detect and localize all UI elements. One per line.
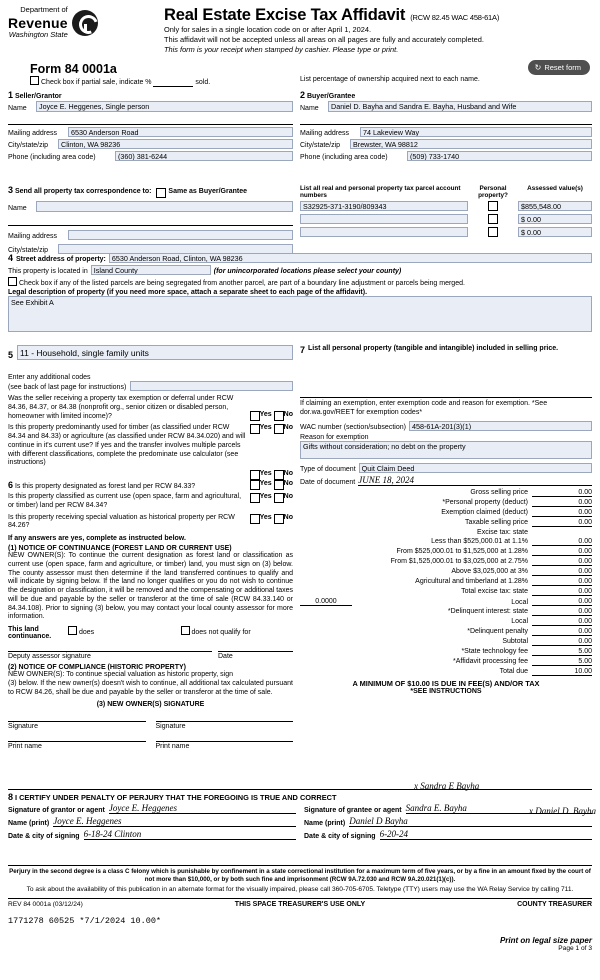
footer (8, 865, 592, 952)
section-7-number: 7 (300, 345, 306, 355)
local-rate-input[interactable]: 0.0000 (300, 598, 352, 606)
section-8-title: I CERTIFY UNDER PENALTY OF PERJURY THAT THE FOREGOING IS TRUE AND CORRECT (14, 793, 337, 802)
page-title-text: Real Estate Excise Tax Affidavit (164, 6, 406, 24)
buyer-citystatezip-input[interactable]: Brewster, WA 98812 (350, 139, 592, 149)
calc-label-8: Above $3,025,000 at 3% (451, 567, 528, 575)
buyer-citystatezip-label: City/state/zip (300, 142, 341, 149)
header-sub-3: This form is your receipt when stamped by cashier. Please type or print. (164, 44, 399, 54)
reason-for-exemption-input[interactable]: Gifts without consideration; no debt on the property (300, 441, 592, 459)
personal-property-checkbox-3[interactable] (488, 227, 498, 237)
subtotal-value[interactable]: 0.00 (532, 638, 592, 646)
section-7-title: List all personal property (tangible and intangible) included in selling price. (308, 345, 559, 352)
parcel-number-input-2[interactable] (300, 214, 468, 224)
s6-q2-yes-checkbox[interactable] (250, 493, 260, 503)
section-1-number: 1 (8, 90, 14, 100)
section-6-q3: Is this property receiving special valuation as historical property per RCW 84.26? (8, 513, 235, 530)
personal-property-checkbox-1[interactable] (488, 201, 498, 211)
delinquent-interest-value[interactable]: 0.00 (532, 608, 592, 616)
grantee-signature-label: Signature of grantee or agent (304, 807, 402, 814)
calc-label-1: *Personal property (deduct) (442, 498, 528, 506)
treasurer-stamp: 1771278 60525 *7/1/2024 10.00* (8, 915, 162, 926)
partial-sale-label: Check box if partial sale, indicate % (41, 79, 152, 86)
personal-col-header: Personal property? (478, 185, 508, 200)
seller-phone-input[interactable]: (360) 381-6244 (115, 151, 293, 161)
treasurer-use-label: THIS SPACE TREASURER'S USE ONLY (234, 900, 366, 908)
parcel-row-2 (300, 214, 592, 224)
buyer-phone-input[interactable]: (509) 733-1740 (407, 151, 592, 161)
rev-number: REV 84 0001a (03/12/24) (8, 900, 83, 908)
grantee-signature-overflow-1: x Sandra E Bayha (414, 781, 480, 791)
new-owner-print-name-1[interactable]: Print name (8, 741, 146, 750)
delinquent-interest-local-value[interactable]: 0.00 (532, 618, 592, 626)
calc-value-8[interactable]: 0.00 (532, 568, 592, 576)
document-date-input[interactable]: JUNE 18, 2024 (358, 475, 592, 486)
partial-sale-checkbox[interactable] (30, 76, 39, 85)
delinquent-interest-local-label: Local (511, 617, 528, 625)
calc-label-5: Less than $525,000.01 at 1.1% (431, 537, 528, 545)
assessed-col-header: Assessed value(s) (527, 185, 583, 192)
assessed-value-input-1[interactable]: $855,548.00 (518, 201, 592, 211)
notice-2-body: (3) below. If the new owner(s) doesn't wish to continue, all additional tax calculated pursuant to RCW 84.26, shall be due and payable by the seller or transferor at the time of sale. (8, 679, 293, 696)
exemption-instructions: If claiming an exemption, enter exemption code and reason for exemption. *See dor.wa.gov/REET for exemption codes* (300, 397, 592, 418)
form-number: Form 84 0001a (30, 62, 117, 76)
calc-label-7: From $1,525,000.01 to $3,025,000 at 2.75% (390, 557, 528, 565)
section-6-designations (8, 480, 293, 750)
s6-q2-no-checkbox[interactable] (274, 493, 284, 503)
calc-value-3[interactable]: 0.00 (532, 519, 592, 527)
sold-label: sold. (195, 79, 211, 86)
buyer-name-input[interactable]: Daniel D. Bayha and Sandra E. Bayha, Husband and Wife (328, 101, 592, 112)
pct-ownership-note: List percentage of ownership acquired next to each name. (300, 76, 480, 83)
parcel-number-input-3[interactable] (300, 227, 468, 237)
personal-property-checkbox-2[interactable] (488, 214, 498, 224)
s6-q2-no-label: No (283, 493, 293, 500)
buyer-mailing-label: Mailing address (300, 130, 350, 137)
see-instructions-note: *SEE INSTRUCTIONS (410, 687, 482, 695)
new-owner-signature-2[interactable]: Signature (156, 721, 294, 730)
grantee-name-value[interactable]: Daniel D Bayha (349, 816, 592, 827)
section-4-street-address (8, 253, 592, 332)
section-6-q2: Is this property classified as current use (open space, farm and agricultural, or timber) land per RCW 84.34? (8, 493, 242, 509)
does-not-qualify-checkbox[interactable] (181, 626, 190, 635)
calc-label-3: Taxable selling price (464, 518, 528, 526)
s6-q3-yes-label: Yes (259, 513, 272, 521)
s6-q1-no-checkbox[interactable] (274, 480, 284, 490)
subtotal-label: Subtotal (502, 637, 528, 645)
s6-q3-yes-checkbox[interactable] (250, 514, 260, 524)
q2b-no-checkbox[interactable] (274, 470, 284, 480)
notice-1-title: (1) NOTICE OF CONTINUANCE (FOREST LAND OR CURRENT USE) (8, 545, 232, 552)
section-4-number: 4 (8, 253, 14, 263)
total-due-label: Total due (499, 667, 528, 675)
s6-q3-no-label: No (283, 513, 293, 521)
calc-label-6: From $525,000.01 to $1,525,000 at 1.28% (396, 547, 528, 555)
does-qualify-label: does (79, 629, 95, 636)
located-in-label: This property is located in (8, 268, 88, 275)
agency-logo (8, 6, 158, 39)
seller-mailing-label: Mailing address (8, 130, 58, 137)
grantor-signature-label: Signature of grantor or agent (8, 807, 105, 814)
q2-no-label: No (283, 424, 293, 432)
reset-form-label: Reset form (544, 63, 581, 72)
section-1-seller-grantor (8, 90, 293, 161)
calc-value-9[interactable]: 0.00 (532, 578, 592, 586)
section-5-q1: Was the seller receiving a property tax exemption or deferral under RCW 84.36, 84.37, or 84.38 (nonprofit org., senior citizen or disabled person, homeowner with limited income)? (8, 395, 234, 420)
dept-line-3: Washington State (8, 29, 68, 39)
ada-note: To ask about the availability of this publication in an alternate format for the visually impaired, please call 360-705-6705. Teletype (TTY) users may use the WA Relay Service by calling 711. (26, 886, 574, 894)
use-code-input[interactable]: 11 - Household, single family units (17, 345, 293, 360)
notice-2-title: (2) NOTICE OF COMPLIANCE (HISTORIC PROPERTY) (8, 664, 186, 671)
grantor-date-value[interactable]: 6-18-24 Clinton (84, 829, 296, 840)
calc-value-2[interactable]: 0.00 (532, 509, 592, 517)
form-header (8, 6, 592, 55)
perjury-note: Perjury in the second degree is a class C felony which is punishable by confinement in a state correctional institution for a maximum term of five years, or by a fine in an amount fixed by the court of not more than $10,000, or by both such fine and imprisonment (RCW 9A.72.030 and RCW 9A.20.021(1)(c)). (9, 868, 591, 884)
partial-sale-row (30, 76, 310, 87)
q1-no-checkbox[interactable] (274, 411, 284, 421)
q2b-no-label: No (283, 470, 293, 477)
refresh-icon: ↻ (534, 63, 542, 72)
grantee-date-label: Date & city of signing (304, 833, 376, 840)
located-note: (for unincorporated locations please select your county) (213, 268, 402, 275)
legal-description-input[interactable]: See Exhibit A (8, 296, 592, 332)
continuance-label: continuance. (8, 633, 52, 640)
new-owner-print-name-2[interactable]: Print name (156, 741, 294, 750)
calc-value-10[interactable]: 0.00 (532, 588, 592, 596)
q1-no-label: No (283, 411, 293, 419)
minimum-due-note: A MINIMUM OF $10.00 IS DUE IN FEE(S) AND/OR TAX (352, 678, 540, 688)
segregated-label: Check box if any of the listed parcels are being segregated from another parcel, are part of a boundary line adjustment or parcels being merged. (19, 280, 465, 287)
seller-name-input[interactable]: Joyce E. Heggenes, Single person (36, 101, 293, 112)
calc-label-9: Agricultural and timberland at 1.28% (415, 577, 528, 585)
seller-name-label: Name (8, 105, 27, 112)
grantor-name-value[interactable]: Joyce E. Heggenes (53, 816, 296, 827)
q2-yes-checkbox[interactable] (250, 424, 260, 434)
section-5-land-use (8, 345, 293, 480)
parcel-row-1 (300, 201, 592, 211)
this-land-label: This land (8, 626, 39, 633)
reset-form-button[interactable] (528, 60, 590, 75)
total-due-value[interactable]: 10.00 (532, 668, 592, 676)
notice-2-lead: NEW OWNER(S): To continue special valuation as historic property, sign (8, 671, 233, 678)
parcel-table (300, 185, 592, 237)
s6-q1-yes-label: Yes (259, 480, 272, 487)
calc-label-4: Excise tax: state (477, 528, 528, 536)
revenue-swirl-icon (72, 10, 98, 36)
corr-citystatezip-label: City/state/zip (8, 247, 49, 254)
section-5-q2: Is this property predominantly used for timber (as classified under RCW 84.34 and 84.33) or agriculture (as classified under RCW 84.34.020) and will continue in it's current use? If yes and the transfer involves multiple parcels with different classifications, complete the predominate use calculator (see instructions) (8, 424, 246, 467)
street-address-input[interactable]: 6530 Anderson Road, Clinton, WA 98236 (109, 253, 592, 263)
s6-q1-yes-checkbox[interactable] (250, 480, 260, 490)
corr-mailing-input[interactable] (68, 230, 293, 240)
corr-name-input[interactable] (36, 201, 293, 212)
assessed-value-input-3[interactable]: $ 0.00 (518, 227, 592, 237)
s6-q3-no-checkbox[interactable] (274, 514, 284, 524)
corr-name-label: Name (8, 205, 27, 212)
notice-1-body: NEW OWNER(S): To continue the current designation as forest land or classification as current use (open space, farm and agriculture, or timber) land, you must sign on (3) below. The county assessor must then determine if the land transferred continues to qualify and will indicate by signing below. If the land no longer qualifies or you do not wish to continue the designation or classification, it will be removed and the compensating or additional taxes will be due and payable by the seller or transferor at the time of sale (RCW 84.33.140 or 84.34.108). Prior to signing (3) below, you may contact your local county assessor for more information. (8, 552, 293, 621)
new-owner-signature-title: (3) NEW OWNER(S) SIGNATURE (96, 701, 205, 709)
wac-number-label: WAC number (section/subsection) (300, 423, 406, 431)
section-6-number: 6 (8, 480, 14, 490)
section-1-title: Seller/Grantor (14, 93, 62, 100)
tech-fee-value[interactable]: 5.00 (532, 648, 592, 656)
section-4-title: Street address of property: (16, 256, 106, 263)
grantee-signature-value[interactable]: Sandra E. Bayha (406, 803, 592, 814)
section-7-personal-property (300, 345, 592, 695)
calc-label-10: Total excise tax: state (461, 587, 528, 595)
same-as-buyer-label: Same as Buyer/Grantee (168, 188, 248, 195)
document-type-label: Type of document (300, 465, 356, 473)
tech-fee-label: *State technology fee (461, 647, 528, 655)
seller-citystatezip-input[interactable]: Clinton, WA 98236 (58, 139, 293, 149)
delinquent-penalty-value[interactable]: 0.00 (532, 628, 592, 636)
does-not-qualify-label: does not qualify for (191, 629, 251, 636)
section-3-number: 3 (8, 185, 14, 195)
page-number: Page 1 of 3 (558, 944, 592, 952)
additional-codes-note: (see back of last page for instructions) (8, 384, 127, 391)
county-treasurer-label: COUNTY TREASURER (517, 900, 593, 908)
calc-value-6[interactable]: 0.00 (532, 548, 592, 556)
buyer-phone-label: Phone (including area code) (300, 154, 388, 161)
header-sub-1: Only for sales in a single location code on or after April 1, 2024. (164, 25, 372, 34)
calc-value-1[interactable]: 0.00 (532, 499, 592, 507)
local-value[interactable]: 0.00 (532, 598, 592, 606)
delinquent-penalty-label: *Delinquent penalty (467, 627, 528, 635)
deputy-assessor-date-label[interactable]: Date (218, 651, 293, 660)
section-2-number: 2 (300, 90, 306, 100)
legal-description-label: Legal description of property (if you need more space, attach a separate sheet to each page of the affidavit). (8, 289, 368, 296)
additional-codes-label: Enter any additional codes (8, 374, 91, 381)
section-6-q1: Is this property designated as forest land per RCW 84.33? (14, 483, 196, 490)
grantee-name-label: Name (print) (304, 820, 346, 827)
delinquent-interest-label: *Delinquent interest: state (447, 607, 528, 615)
section-8-certification (8, 781, 596, 840)
seller-phone-label: Phone (including area code) (8, 154, 96, 161)
buyer-name-label: Name (300, 105, 319, 112)
wac-number-input[interactable]: 458-61A-201(3)(1) (409, 421, 592, 431)
tax-calculation-table (300, 489, 592, 676)
grantor-signature-value[interactable]: Joyce E. Heggenes (109, 803, 296, 814)
calc-value-7[interactable]: 0.00 (532, 558, 592, 566)
same-as-buyer-checkbox[interactable] (156, 188, 166, 198)
section-2-title: Buyer/Grantee (306, 93, 356, 100)
assessed-value-input-2[interactable]: $ 0.00 (518, 214, 592, 224)
section-5-number: 5 (8, 350, 14, 360)
section-6-answers-note: If any answers are yes, complete as instructed below. (8, 535, 186, 542)
page-title-ref: (RCW 82.45 WAC 458-61A) (410, 13, 500, 22)
processing-fee-label: *Affidavit processing fee (453, 657, 528, 665)
deputy-assessor-signature-label[interactable]: Deputy assessor signature (8, 651, 212, 660)
dept-line-2: Revenue (8, 14, 68, 31)
section-3-title: Send all property tax correspondence to: (14, 188, 152, 195)
q2b-yes-label: Yes (259, 470, 272, 477)
q2-yes-label: Yes (259, 424, 272, 432)
buyer-mailing-input[interactable]: 74 Lakeview Way (360, 127, 592, 137)
seller-mailing-input[interactable]: 6530 Anderson Road (68, 127, 293, 137)
grantee-date-value[interactable]: 6-20-24 (380, 829, 592, 840)
new-owner-signature-1[interactable]: Signature (8, 721, 146, 730)
corr-mailing-label: Mailing address (8, 233, 58, 240)
section-3-tax-correspondence (8, 185, 293, 254)
county-input[interactable]: Island County (91, 265, 211, 275)
document-date-label: Date of document (300, 478, 356, 486)
processing-fee-value[interactable]: 5.00 (532, 658, 592, 666)
legal-size-note: Print on legal size paper (499, 935, 592, 945)
does-qualify-checkbox[interactable] (68, 626, 77, 635)
reason-for-exemption-label: Reason for exemption (300, 433, 369, 441)
segregated-checkbox[interactable] (8, 277, 17, 286)
dept-line-1: Department of (20, 5, 68, 14)
q1-yes-label: Yes (259, 411, 272, 419)
seller-citystatezip-label: City/state/zip (8, 142, 49, 149)
section-2-buyer-grantee (300, 90, 592, 161)
parcel-row-3 (300, 227, 592, 237)
parcel-col-header: List all real and personal property tax parcel account numbers (300, 185, 461, 200)
q2b-yes-checkbox[interactable] (250, 470, 260, 480)
calc-value-0[interactable]: 0.00 (532, 489, 592, 497)
grantor-name-label: Name (print) (8, 820, 50, 827)
s6-q1-no-label: No (283, 480, 293, 487)
header-sub-2: This affidavit will not be accepted unless all areas on all pages are fully and accurately completed. (164, 34, 484, 44)
local-label: Local (511, 598, 528, 606)
calc-label-0: Gross selling price (470, 488, 528, 496)
page-title (164, 6, 592, 25)
q1-yes-checkbox[interactable] (250, 411, 260, 421)
s6-q2-yes-label: Yes (259, 493, 272, 500)
section-8-number: 8 (8, 792, 14, 802)
calc-value-5[interactable]: 0.00 (532, 538, 592, 546)
parcel-number-input-1[interactable]: S32925-371-3190/809343 (300, 201, 468, 211)
grantee-signature-overflow-2: x Daniel D. Bayha (529, 806, 596, 816)
grantor-date-label: Date & city of signing (8, 833, 80, 840)
calc-label-2: Exemption claimed (deduct) (441, 508, 528, 516)
additional-codes-input[interactable] (130, 381, 293, 391)
document-type-input[interactable]: Quit Claim Deed (359, 463, 592, 473)
q2-no-checkbox[interactable] (274, 424, 284, 434)
